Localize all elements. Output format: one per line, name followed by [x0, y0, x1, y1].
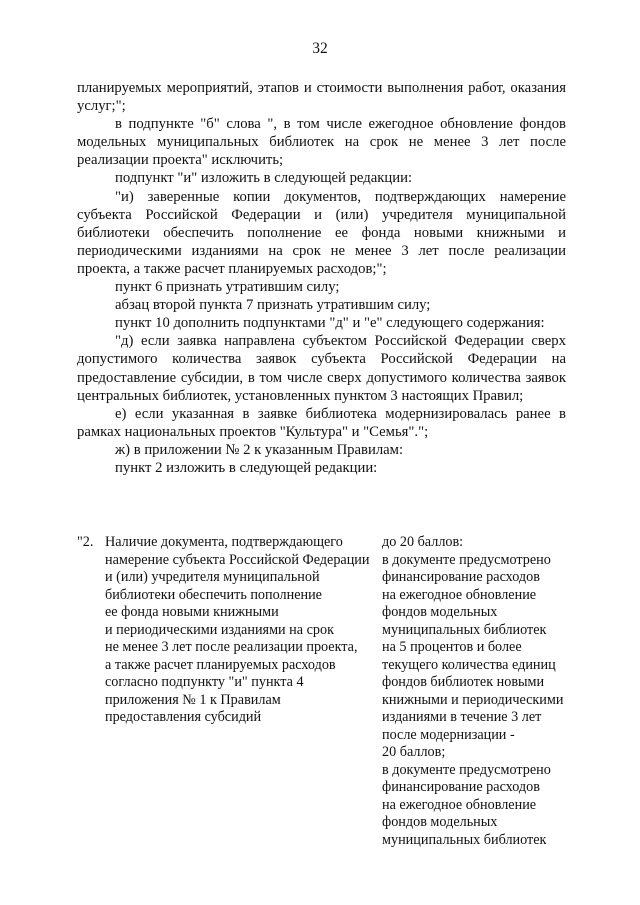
score-line: финансирование расходов: [382, 779, 540, 795]
criterion-line: Наличие документа, подтверждающего: [105, 534, 343, 550]
paragraph: "д) если заявка направлена субъектом Российской Федерации сверх допустимого количества заявок субъекта Российской Федерации на предоставление субсидии, в том числе сверх допустимого количества заявок центральных библиотек, установленных пунктом 3 настоящих Правил;: [77, 333, 566, 404]
score-line: текущего количества единиц: [382, 656, 556, 673]
score-line: 20 баллов;: [382, 744, 446, 760]
paragraph: "и) заверенные копии документов, подтверждающих намерение субъекта Российской Федерации и (или) учредителя муниципальной библиотеки обеспечить пополнение ее фонда новыми книжными и периодическими изданиями на срок не менее 3 лет после реализации проекта, а также расчет планируемых расходов;";: [77, 188, 566, 277]
score-line: в документе предусмотрено: [382, 551, 551, 568]
score-line: в документе предусмотрено: [382, 761, 551, 778]
score-line: на 5 процентов и более: [382, 639, 522, 655]
score-line: муниципальных библиотек: [382, 831, 547, 848]
paragraph: абзац второй пункта 7 признать утратившим силу;: [115, 297, 431, 314]
criterion-line: предоставления субсидий: [105, 709, 262, 725]
score-line: до 20 баллов:: [382, 534, 464, 550]
criterion-line: приложения № 1 к Правилам: [105, 691, 281, 708]
criterion-line: библиотеки обеспечить пополнение: [105, 586, 322, 603]
criterion-line: ее фонда новыми книжными: [105, 604, 279, 620]
criterion-cell: [105, 534, 373, 727]
score-line: фондов модельных: [382, 814, 498, 830]
score-line: изданиями в течение 3 лет: [382, 709, 542, 725]
score-cell: [382, 534, 568, 849]
paragraph: пункт 10 дополнить подпунктами "д" и "е" следующего содержания:: [115, 315, 545, 332]
paragraph: е) если указанная в заявке библиотека модернизировалась ранее в рамках национальных проектов "Культура" и "Семья".";: [77, 405, 566, 440]
document-body: [77, 79, 566, 477]
criterion-line: и (или) учредителя муниципальной: [105, 569, 320, 585]
score-line: муниципальных библиотек: [382, 621, 547, 638]
score-line: финансирование расходов: [382, 569, 540, 585]
criterion-line: а также расчет планируемых расходов: [105, 656, 336, 673]
score-line: после модернизации -: [382, 726, 515, 743]
score-line: фондов библиотек новыми: [382, 674, 545, 690]
row-number: "2.: [77, 534, 94, 550]
paragraph: подпункт "и" изложить в следующей редакции:: [115, 170, 413, 187]
criterion-line: намерение субъекта Российской Федерации: [105, 551, 370, 568]
criterion-line: согласно подпункту "и" пункта 4: [105, 674, 304, 690]
score-line: фондов модельных: [382, 604, 498, 620]
paragraph: в подпункте "б" слова ", в том числе ежегодное обновление фондов модельных муниципальных библиотек на срок не менее 3 лет после реализации проекта" исключить;: [77, 116, 566, 169]
criterion-line: не менее 3 лет после реализации проекта,: [105, 639, 358, 655]
paragraph: пункт 6 признать утратившим силу;: [115, 279, 340, 296]
paragraph: ж) в приложении № 2 к указанным Правилам:: [115, 441, 404, 458]
score-line: на ежегодное обновление: [382, 796, 537, 813]
page-number: 32: [312, 40, 328, 57]
score-line: на ежегодное обновление: [382, 586, 537, 603]
paragraph: планируемых мероприятий, этапов и стоимости выполнения работ, оказания услуг;";: [77, 80, 566, 115]
paragraph: пункт 2 изложить в следующей редакции:: [115, 459, 378, 476]
score-line: книжными и периодическими: [382, 691, 564, 708]
criterion-line: и периодическими изданиями на срок: [105, 621, 334, 638]
